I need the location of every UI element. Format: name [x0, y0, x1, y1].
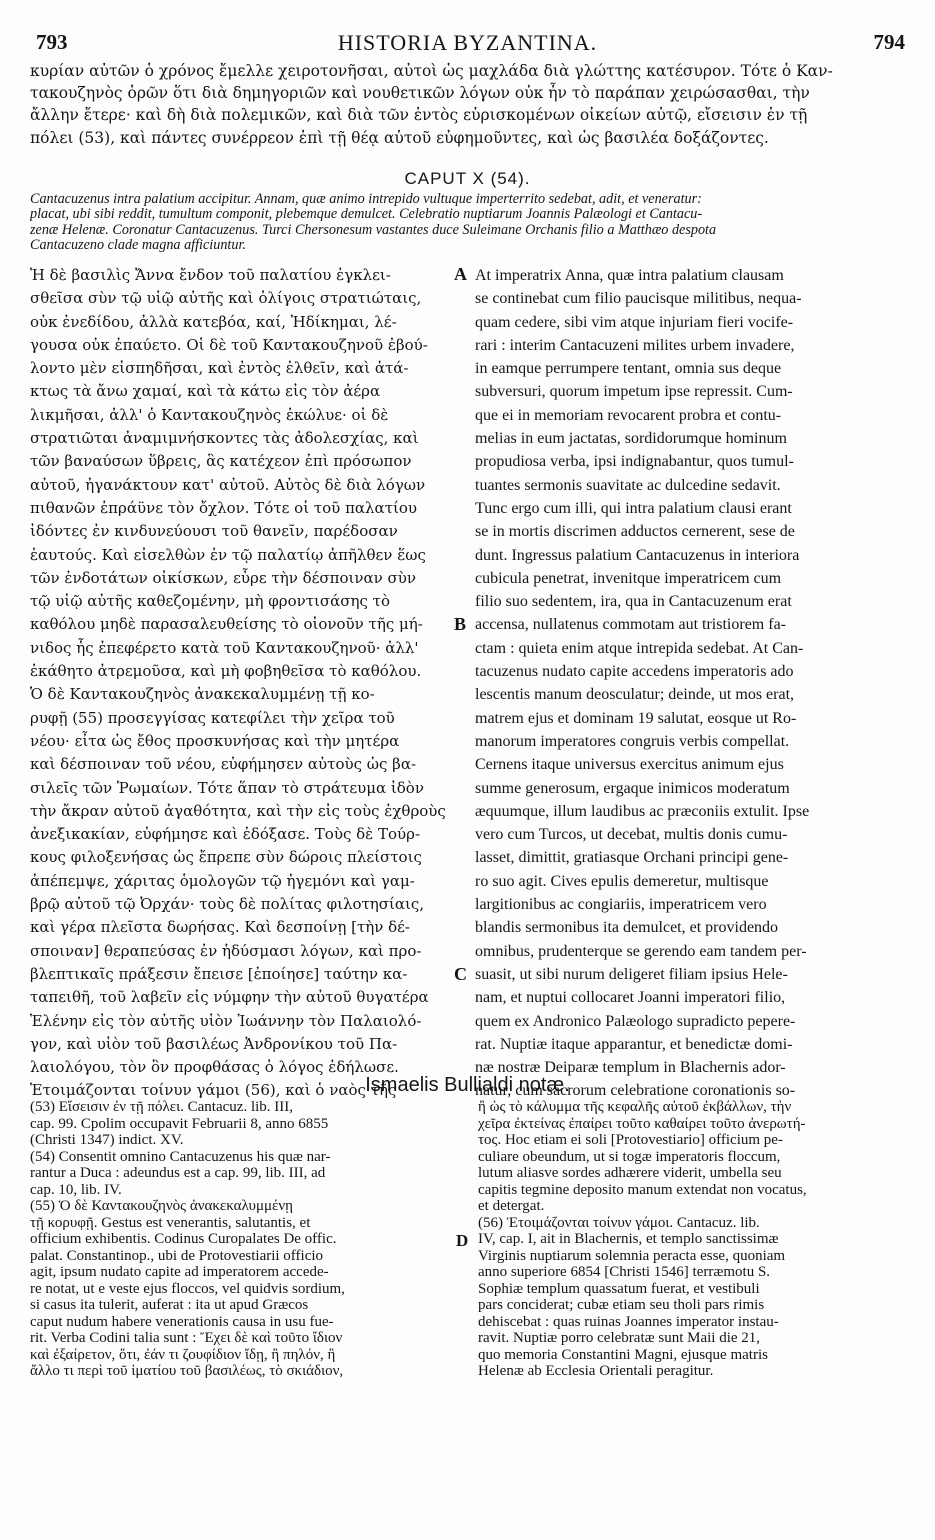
note-line: et detergat.	[478, 1198, 545, 1214]
latin-line: lescentis manum deosculatur; deinde, ut mos erat,	[475, 686, 795, 704]
latin-line: subversuri, quorum impetum ipse repressit. Cum-	[475, 383, 793, 401]
latin-line: rari : interim Cantacuzeni milites urbem invadere,	[475, 336, 795, 354]
note-line: anno superiore 6854 [Christi 1546] terræmotu S.	[478, 1264, 771, 1280]
notes-heading: Ismaelis Bullialdi notæ.	[365, 1074, 570, 1096]
greek-line: πιθανῶν ἐπράϋνε τὸν ὄχλον. Τότε οἱ τοῦ παλατίου	[30, 498, 418, 517]
chapter-heading: CAPUT X (54).	[404, 169, 531, 188]
latin-line: omnibus, prudenterque se gerendo eam tandem per-	[475, 942, 807, 960]
note-line: καὶ ἐξαίρετον, ὅτι, ἐάν τι ζουφίδιον ἴδῃ, ἢ πηλόν, ἢ	[30, 1346, 336, 1363]
latin-column	[475, 264, 905, 1103]
greek-line: νέου· εἶτα ὡς ἔθος προσκυνήσας καὶ τὴν μητέρα	[30, 731, 400, 750]
latin-line: æquumque, illum laudibus ac præconiis extulit. Ipse	[475, 802, 810, 820]
chapter-summary	[30, 192, 905, 264]
greek-line: ἀνεξικακίαν, εὐφήμησε καὶ ἐδόξασε. Τοὺς δὲ Τούρ-	[30, 825, 421, 844]
opening-greek-paragraph	[30, 60, 905, 166]
latin-line: blandis sermonibus ita demulcet, et providendo	[475, 919, 779, 937]
note-line: IV, cap. I, ait in Blachernis, et templo sanctissimæ	[478, 1231, 779, 1247]
greek-line: νιδος ἧς ἐπεφέρετο κατὰ τοῦ Καντακουζηνοῦ· ἀλλ'	[30, 638, 419, 657]
note-line: re notat, ut e veste ejus floccos, vel quidvis sordium,	[30, 1280, 345, 1297]
note-line: (53) Εἴσεισιν ἐν τῇ πόλει. Cantacuz. lib. III,	[30, 1099, 294, 1115]
greek-line: αὐτοῦ, ἠγανάκτουν κατ' αὐτοῦ. Αὐτὸς δὲ διὰ λόγων	[30, 475, 426, 494]
notes-left-column	[30, 1099, 450, 1380]
latin-line: næ nostræ Deiparæ templum in Blachernis ador-	[475, 1059, 786, 1077]
latin-line: se in mortis discrimen adductos cernerent, sese de	[475, 523, 795, 541]
notes-right-column	[478, 1099, 905, 1380]
note-line: (54) Consentit omnino Cantacuzenus his quæ nar-	[30, 1148, 331, 1165]
text-line: τακουζηνὸς ὁρῶν ὅτι διὰ δημηγοριῶν καὶ νουθετικῶν λόγων οὐκ ἦν τὸ παράπαν χειρώσασθαι, τὴν	[30, 84, 810, 103]
greek-line: κτως τὰ ἄνω χαμαί, καὶ τὰ κάτω εἰς τὸν ἀέρα	[30, 382, 381, 401]
note-line: Virginis nuptiarum solemnia peracta esse, quoniam	[478, 1247, 786, 1264]
note-line: τῇ κορυφῇ. Gestus est venerantis, salutantis, et	[30, 1214, 311, 1231]
greek-line: ταπειθῆ, τοῦ λαβεῖν εἰς νύμφην τὴν αὐτοῦ θυγατέρα	[30, 988, 429, 1007]
latin-line: propudiosa verba, ipsi indignabantur, quos tumul-	[475, 453, 794, 471]
greek-line: βλεπτικαῖς πράξεσιν ἔπεισε [ἐποίησε] ταύτην κα-	[30, 964, 408, 983]
note-line: (56) Ἑτοιμάζονται τοίνυν γάμοι. Cantacuz. lib.	[478, 1214, 760, 1231]
margin-letter-a: A	[454, 264, 467, 284]
note-line: cap. 99. Cpolim occupavit Februarii 8, anno 6855	[30, 1115, 329, 1132]
greek-line: κους φιλοξενήσας ὡς ἔπρεπε σὺν δώροις πλείστοις	[30, 848, 422, 867]
text-line: κυρίαν αὐτῶν ὁ χρόνος ἔμελλε χειροτονῆσαι, αὐτοὶ ὡς μαχλάδα διὰ γλώττης κατέσυρον. Τότε ὁ Καν-	[30, 62, 833, 80]
greek-line: σθεῖσα σὺν τῷ υἱῷ αὐτῆς καὶ ὀλίγοις στρατιώταις,	[30, 289, 422, 308]
note-line: χεῖρα ἐκτείνας ἐπαίρει τοῦτο καθαίρει τοῦτο ἀνερωτή-	[478, 1115, 806, 1132]
latin-line: filio suo sedentem, ira, qua in Cantacuzenum erat	[475, 593, 792, 611]
page-number-right: 794	[873, 30, 905, 54]
greek-line: ἰδόντες ἐν κινδυνεύουσι τοῦ θανεῖν, παρέδοσαν	[30, 522, 398, 541]
latin-line: accensa, nullatenus commotam aut tristiorem fa-	[475, 616, 786, 634]
greek-line: γουσα οὐκ ἐπαύετο. Οἱ δὲ τοῦ Καντακουζηνοῦ ἐβού-	[30, 335, 428, 354]
note-line: culiare obeundum, ut si togæ imperatoris floccum,	[478, 1148, 781, 1165]
greek-line: λαιολόγου, τὸν ὃν προφθάσας ὁ λόγος ἐδήλωσε.	[30, 1058, 399, 1077]
note-line: pars conciderat; cubæ etiam seu tholi pars rimis	[478, 1297, 765, 1313]
latin-line: summe generosum, ergaque inimicos moderatum	[475, 779, 790, 797]
greek-line: λοντο μὲν εἰσπηδῆσαι, καὶ ἐντὸς ἐλθεῖν, καὶ ἀτά-	[30, 359, 409, 378]
greek-line: Ἑλένην εἰς τὸν αὐτῆς υἱὸν Ἰωάννην τὸν Παλαιολό-	[30, 1011, 422, 1030]
greek-line: τῶν βαναύσων ὕβρεις, ἃς κατέχεον ἐπὶ πρόσωπον	[30, 452, 412, 471]
summary-line: zenæ Helenæ. Coronatur Cantacuzenus. Turci Chersonesum vastantes duce Suleimane Orchanis filio a Matthæo despota	[30, 222, 717, 238]
greek-line: τῷ υἱῷ αὐτῆς καθεζομένην, μὴ φροντισάσης τὸ	[30, 592, 390, 611]
note-line: Helenæ ab Ecclesia Orientali peragitur.	[478, 1363, 714, 1379]
note-line: palat. Constantinop., ubi de Protovestiarii officio	[30, 1247, 324, 1264]
greek-line: Ἡ δὲ βασιλὶς Ἄννα ἔνδον τοῦ παλατίου ἐγκλει-	[30, 266, 391, 284]
note-line: dehiscebat : quas ruinas Joannes imperator instau-	[478, 1313, 779, 1330]
note-line: τος. Hoc etiam ei soli [Protovestiario] officium pe-	[478, 1132, 783, 1148]
summary-line: Cantacuzeno clade magna afficiuntur.	[30, 238, 246, 254]
latin-line: que ei in memoriam revocarent probra et contu-	[475, 406, 782, 424]
note-line: rantur a Duca : adeundus est a cap. 99, lib. III, ad	[30, 1165, 326, 1181]
note-line: capitis tegmine deposito manum extendat non vocatus,	[478, 1181, 807, 1198]
latin-line: se continebat cum filio paucisque militibus, nequa-	[475, 290, 802, 308]
latin-line: nam, et nuptui collocaret Joanni imperatori filio,	[475, 989, 786, 1007]
note-line: cap. 10, lib. IV.	[30, 1181, 122, 1198]
greek-line: οὐκ ἐνεδίδου, ἀλλὰ κατεβόα, καί, Ἠδίκημαι, λέ-	[30, 312, 397, 331]
greek-line: ρυφῇ (55) προσεγγίσας κατεφίλει τὴν χεῖρα τοῦ	[30, 708, 395, 727]
greek-line: ἀπέπεμψε, χάριτας ὁμολογῶν τῷ ἡγεμόνι καὶ γαμ-	[30, 871, 415, 890]
greek-line: καὶ δέσποιναν τοῦ νέου, εὐφήμησεν αὐτοὺς ὡς βα-	[30, 755, 417, 774]
note-line: rit. Verba Codini talia sunt : Ἔχει δὲ καὶ τοῦτο ἴδιον	[30, 1330, 343, 1346]
page-number-left: 793	[36, 30, 68, 54]
margin-letter-b: B	[454, 614, 467, 634]
latin-line: melias in eum jactatas, sordidorumque hominum	[475, 430, 787, 448]
latin-line: rat. Nuptiæ itaque apparantur, et benedictæ domi-	[475, 1035, 793, 1053]
latin-line: ctam : quieta enim atque intrepida sedebat. At Can-	[475, 639, 804, 657]
note-line: ravit. Nuptiæ porro celebratæ sunt Maii die 21,	[478, 1330, 761, 1346]
note-line: ἢ ὡς τὸ κάλυμμα τῆς κεφαλῆς αὐτοῦ ἐκβάλλων, τὴν	[478, 1099, 792, 1115]
summary-line: placat, ubi sibi reddit, tumultum componit, plebemque demulcet. Celebratio nuptiarum Joannis Palæologi et Cantacu-	[30, 207, 703, 223]
greek-line: τὴν ἄκραν αὐτοῦ ἀγαθότητα, καὶ τὴν εἰς τοὺς ἐχθροὺς	[30, 801, 446, 820]
latin-line: natur, cum sacrorum celebratione coronationis so-	[475, 1082, 796, 1100]
running-title: HISTORIA BYZANTINA.	[337, 30, 598, 55]
book-page	[30, 30, 905, 1494]
latin-line: Tunc ergo cum illi, qui intra palatium clausi erant	[475, 499, 792, 517]
page-header	[30, 30, 905, 60]
latin-line: dunt. Ingressus palatium Cantacuzenus in interiora	[475, 546, 800, 564]
greek-line: Ἑτοιμάζονται τοίνυν γάμοι (56), καὶ ὁ ναὸς τῆς	[30, 1081, 397, 1100]
latin-line: largitionibus ac congiariis, imperatricem vero	[475, 896, 767, 914]
greek-line: ἐκάθητο ἀτρεμοῦσα, καὶ μὴ φοβηθεῖσα τὸ καθόλου.	[30, 662, 422, 681]
greek-line: γον, καὶ υἱὸν τοῦ βασιλέως Ἀνδρονίκου τοῦ Πα-	[30, 1034, 398, 1053]
greek-line: σποιναν] θεραπεύσας ἐν ἡδύσμασι λόγων, καὶ προ-	[30, 941, 422, 960]
latin-line: manorum imperatores congruis verbis compellat.	[475, 732, 790, 750]
greek-line: Ὁ δὲ Καντακουζηνὸς ἀνακεκαλυμμένῃ τῇ κο-	[30, 685, 375, 704]
latin-line: tuantes sermonis suavitate ac dulcedine sedavit.	[475, 476, 781, 494]
greek-line: στρατιῶται ἀναμιμνήσκοντες τὰς ἀδολεσχίας, καὶ	[30, 429, 419, 448]
text-line: ἄλλην ἔτερε· καὶ δὴ διὰ πολεμικῶν, καὶ διὰ τῶν ἐντὸς εὑρισκομένων οἰκείων αὐτῷ, εἴσεισιν ἐν τῇ	[30, 106, 808, 125]
latin-line: quem ex Andronico Palæologo supradicto pepere-	[475, 1012, 796, 1030]
note-line: (Christi 1347) indict. XV.	[30, 1132, 184, 1148]
latin-line: tacuzenus nudato capite accedens imperatoris ado	[475, 663, 794, 681]
greek-column	[30, 264, 450, 1103]
latin-line: matrem ejus et dominam 19 salutat, eosque ut Ro-	[475, 709, 797, 727]
greek-line: λικμῆσαι, ἀλλ' ὁ Καντακουζηνὸς ἐκώλυε· οἱ δὲ	[30, 405, 389, 424]
latin-line: cubicula penetrat, invenitque imperatricem cum	[475, 569, 782, 587]
note-line: agit, ipsum nudato capite ad imperatorem accede-	[30, 1264, 329, 1280]
latin-line: ro suo agit. Cives epulis demeretur, multisque	[475, 872, 769, 890]
note-line: (55) Ὁ δὲ Καντακουζηνὸς ἀνακεκαλυμμένῃ	[30, 1198, 293, 1214]
latin-line: in eamque perrumpere tentant, omnia sus deque	[475, 360, 782, 378]
note-line: si casus ita tulerit, auferat : ita ut apud Græcos	[30, 1297, 309, 1313]
margin-letter-c: C	[454, 964, 467, 984]
latin-line: At imperatrix Anna, quæ intra palatium clausam	[475, 267, 784, 284]
text-line: πόλει (53), καὶ πάντες συνέρρεον ἐπὶ τῇ θέᾳ αὐτοῦ εὐφημοῦντες, καὶ ὡς βασιλέα δοξάζοντες.	[30, 128, 769, 147]
note-line: quo memoria Constantini Magni, ejusque matris	[478, 1346, 768, 1363]
greek-line: ἑαυτούς. Καὶ εἰσελθὼν ἐν τῷ παλατίῳ ἀπῆλθεν ἕως	[30, 545, 426, 564]
greek-line: καθόλου μηδὲ παρασαλευθείσης τὸ οἱονοῦν τῆς μή-	[30, 615, 423, 634]
note-line: officium exhibentis. Codinus Curopalates De offic.	[30, 1231, 337, 1247]
latin-line: suasit, ut sibi nurum deligeret filiam ipsius Hele-	[475, 965, 788, 983]
greek-line: καὶ γέρα πλεῖστα δωρήσας. Καὶ δεσποίνῃ [τὴν δέ-	[30, 918, 410, 937]
margin-letter-d: D	[456, 1231, 469, 1250]
greek-line: σιλεῖς τῶν Ῥωμαίων. Τότε ἅπαν τὸ στράτευμα ἰδὸν	[30, 778, 424, 797]
greek-line: τῶν ἐνδοτάτων οἰκίσκων, εὗρε τὴν δέσποιναν σὺν	[30, 568, 417, 587]
greek-line: βρῷ αὐτοῦ τῷ Ὀρχάν· τοὺς δὲ πολίτας φιλοτησίαις,	[30, 895, 425, 914]
note-line: ἄλλο τι περὶ τοῦ ἱματίου τοῦ βασιλέως, τὸ σκιάδιον,	[30, 1363, 344, 1379]
latin-line: quam cedere, sibi vim atque injuriam fieri vocife-	[475, 313, 794, 331]
summary-line: Cantacuzenus intra palatium accipitur. Annam, quæ animo intrepido vultuque imperterrito sedebat, adit, et veneratur:	[30, 192, 702, 207]
note-line: lutum aliasve sordes adhærere viderit, umbella seu	[478, 1165, 782, 1181]
latin-line: vero cum Turcos, ut decebat, multis donis cumu-	[475, 826, 788, 844]
notes-section	[30, 1099, 905, 1494]
latin-line: Cernens itaque universus exercitus animum ejus	[475, 756, 784, 774]
note-line: caput nudum habere venerationis causa in usu fue-	[30, 1313, 334, 1330]
latin-line: lasset, dimittit, gratiasque Orchani principi gene-	[475, 849, 789, 867]
note-line: Sophiæ templum quassatum fuerat, et vestibuli	[478, 1280, 760, 1297]
